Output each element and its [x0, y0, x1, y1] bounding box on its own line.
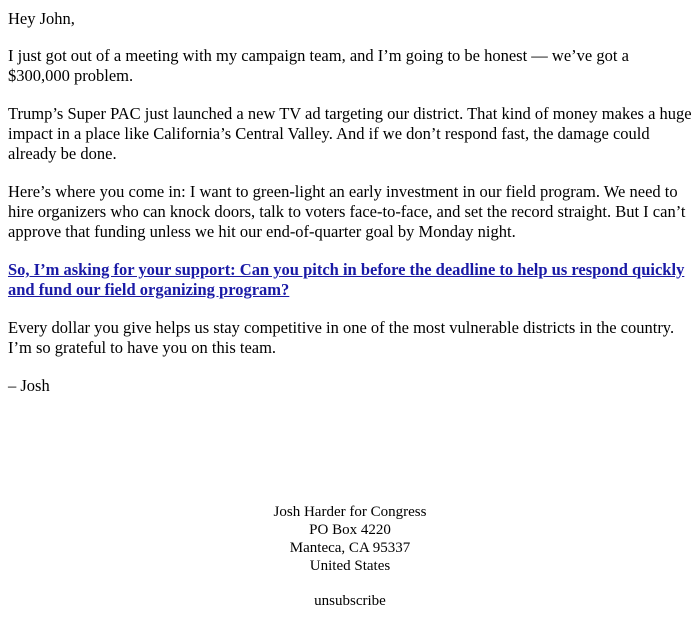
paragraph-closing: Every dollar you give helps us stay competitive in one of the most vulnerable districts in the country. I’m so grateful to have you on this team.: [8, 318, 675, 357]
footer-country: United States: [309, 558, 391, 574]
donate-cta-link[interactable]: So, I’m asking for your support: Can you pitch in before the deadline to help us respond quickly and fund our field organizing program?: [8, 260, 685, 299]
paragraph-super-pac: Trump’s Super PAC just launched a new TV ad targeting our district. That kind of money makes a huge impact in a place like California’s Central Valley. And if we don’t respond fast, the damage could already be done.: [8, 104, 692, 163]
signoff: – Josh: [8, 376, 50, 395]
footer-organization: Josh Harder for Congress: [273, 504, 427, 520]
footer-address-line2: Manteca, CA 95337: [289, 540, 411, 556]
paragraph-field-program: Here’s where you come in: I want to green-light an early investment in our field program. We need to hire organizers who can knock doors, talk to voters face-to-face, and set the record straight. But I can’t approve that funding unless we hit our end-of-quarter goal by Monday night.: [8, 182, 686, 241]
cta-paragraph: [8, 260, 692, 300]
paragraph-problem: I just got out of a meeting with my campaign team, and I’m going to be honest — we’ve got a $300,000 problem.: [8, 46, 629, 85]
email-footer: [0, 503, 700, 610]
unsubscribe-link[interactable]: unsubscribe: [314, 593, 386, 609]
footer-address-line1: PO Box 4220: [309, 522, 391, 538]
email-body: [8, 9, 692, 396]
greeting: Hey John,: [8, 9, 75, 28]
